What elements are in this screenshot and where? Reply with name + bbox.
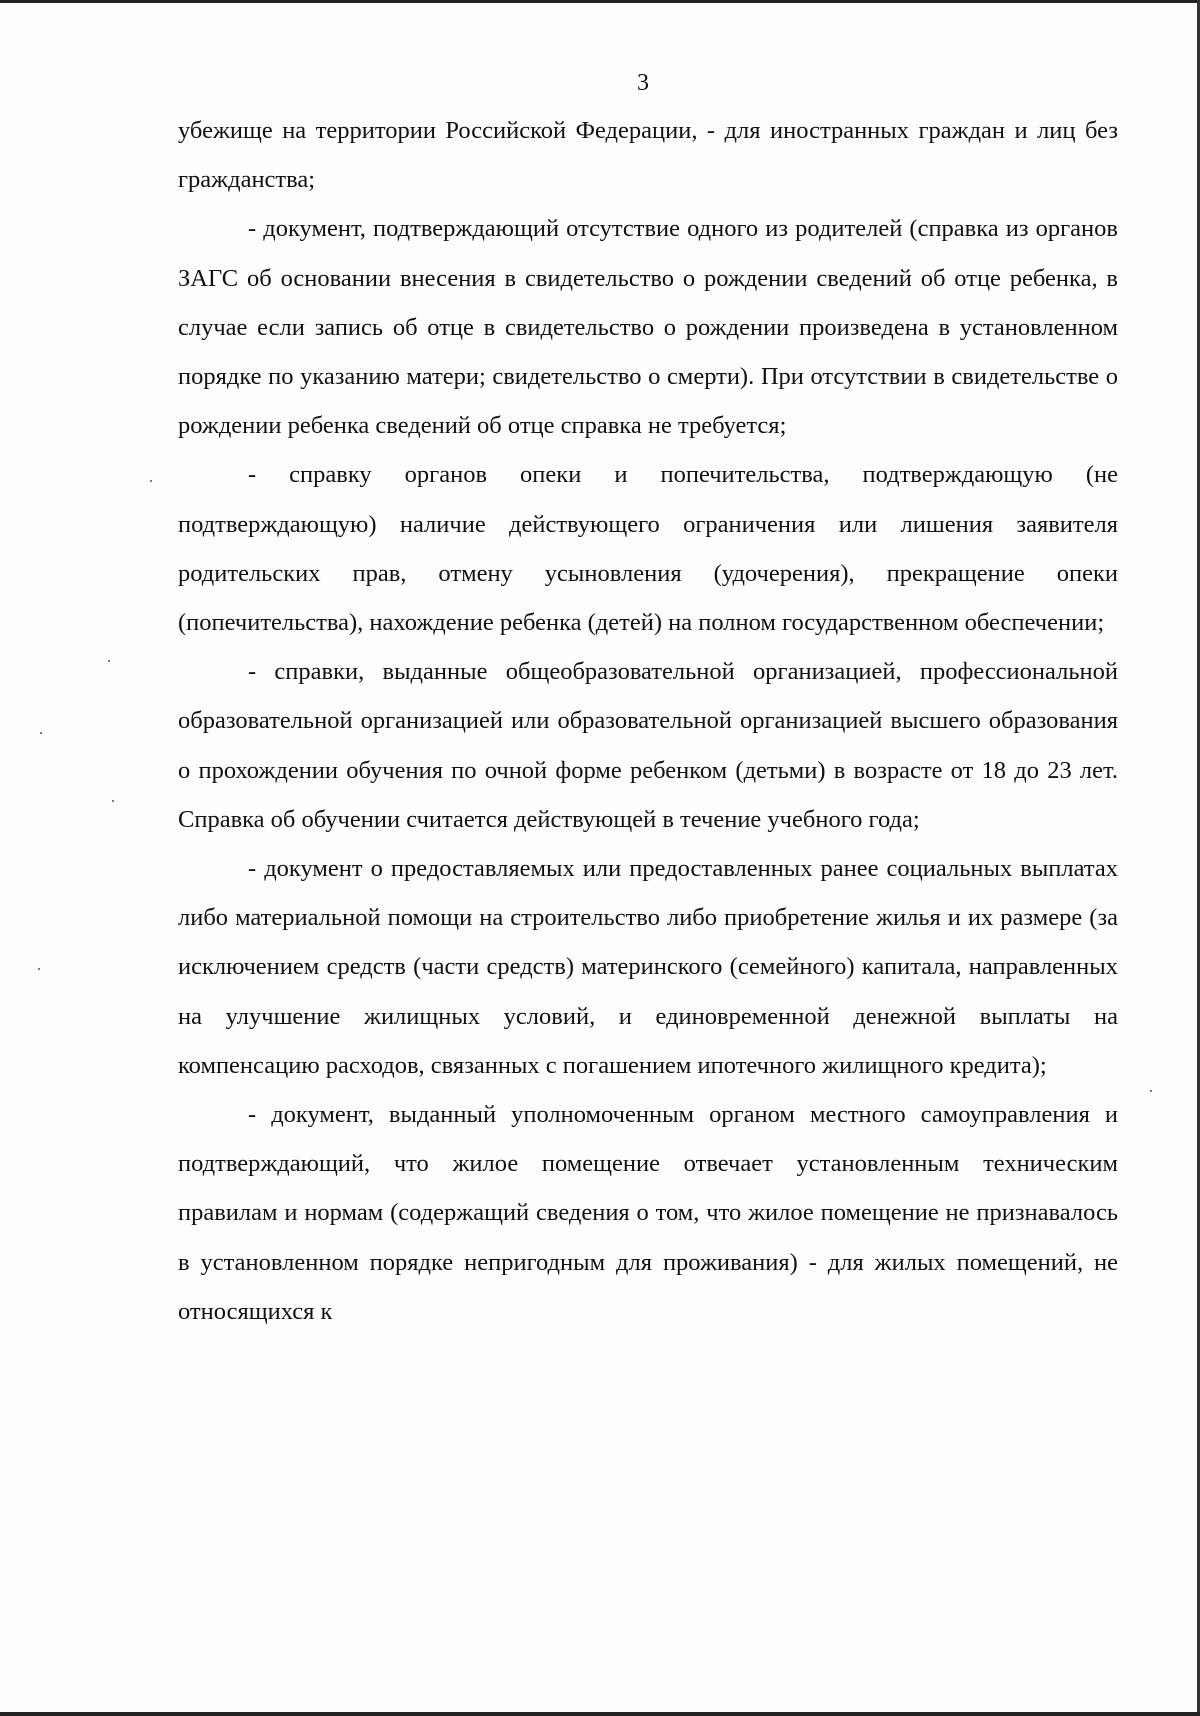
paragraph-asylum: убежище на территории Российской Федерации, - для иностранных граждан и лиц без гражданства; [178,117,1118,194]
scan-edge-bottom [0,1712,1200,1716]
scan-speck [40,732,42,734]
page-number: 3 [637,70,649,96]
scan-speck [38,968,40,970]
paragraph-parent-absence-document: - документ, подтверждающий отсутствие одного из родителей (справка из органов ЗАГС об основании внесения в свидетельство о рождении сведений об отце ребенка, в случае если запись об отце в свидетельство о рождении произведена в установленном порядке по указанию матери; свидетельство о смерти). При отсутствии в свидетельстве о рождении ребенка сведений об отце справка не требуется; [178,215,1118,440]
scan-speck [108,660,110,662]
paragraph-housing-compliance-document: - документ, выданный уполномоченным органом местного самоуправления и подтверждающий, что жилое помещение отвечает установленным техническим правилам и нормам (содержащий сведения о том, что жилое помещение не признавалось в установленном порядке непригодным для проживания) - для жилых помещений, не относящихся к [178,1101,1118,1325]
paragraph-education-certificates: - справки, выданные общеобразовательной организацией, профессиональной образовательной организацией или образовательной организацией высшего образования о прохождении обучения по очной форме ребенком (детьми) в возрасте от 18 до 23 лет. Справка об обучении считается действующей в течение учебного года; [178,658,1118,833]
scan-speck [1150,1090,1152,1092]
paragraph-guardianship-certificate: - справку органов опеки и попечительства, подтверждающую (не подтверждающую) наличие действующего ограничения или лишения заявителя родительских прав, отмену усыновления (удочерения), прекращение опеки (попечительства), нахождение ребенка (детей) на полном государственном обеспечении; [178,461,1118,637]
paragraph-social-payments-document: - документ о предоставляемых или предоставленных ранее социальных выплатах либо материальной помощи на строительство либо приобретение жилья и их размере (за исключением средств (части средств) материнского (семейного) капитала, направленных на улучшение жилищных условий, и единовременной денежной выплаты на компенсацию расходов, связанных с погашением ипотечного жилищного кредита); [178,855,1118,1079]
document-body [178,106,1118,1336]
scan-speck [150,480,152,482]
scan-speck [112,800,114,802]
scan-edge-top [0,0,1200,3]
